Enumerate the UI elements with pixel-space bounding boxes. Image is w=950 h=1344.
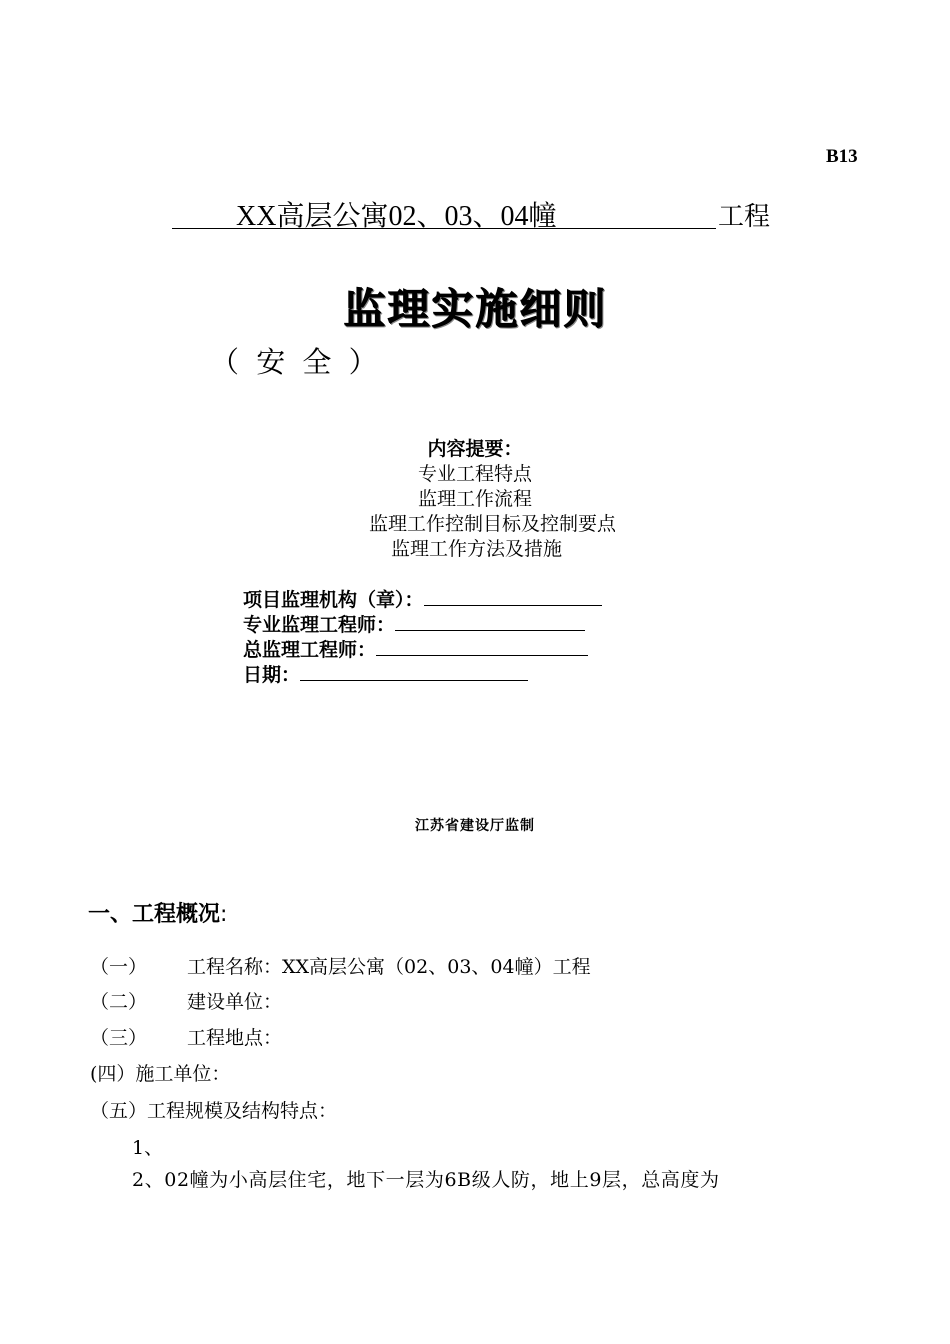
section-heading-text: 一、工程概况 (88, 902, 221, 927)
summary-item: 专业工程特点 (417, 463, 532, 485)
signature-line-organization (243, 585, 602, 612)
overview-item-contractor (90, 1059, 230, 1086)
project-suffix: 工程 (718, 202, 771, 232)
signature-line-date (243, 660, 528, 687)
issuer: 江苏省建设厅监制 (415, 818, 535, 834)
overview-item-location (90, 1023, 282, 1050)
project-title (172, 194, 782, 234)
signature-label: 总监理工程师： (243, 639, 377, 661)
summary-heading: 内容提要： (427, 438, 523, 460)
item-text: 工程规模及结构特点： (147, 1100, 338, 1122)
signature-label: 日期： (243, 664, 301, 686)
summary-item: 监理工作方法及措施 (391, 538, 563, 560)
item-number: （二） (90, 991, 148, 1013)
document-code: B13 (826, 146, 858, 167)
signature-label: 项目监理机构（章）： (243, 589, 424, 611)
section-heading-colon: : (220, 902, 228, 927)
main-title: 监理实施细则 (342, 284, 607, 333)
summary-item: 监理工作控制目标及控制要点 (369, 513, 617, 535)
overview-item-name (90, 952, 591, 979)
signature-blank (395, 612, 585, 631)
item-number: (四） (90, 1063, 136, 1085)
item-text: 施工单位： (135, 1063, 231, 1085)
item-text: 工程名称：XX高层公寓（02、03、04幢）工程 (187, 956, 591, 978)
section-heading (88, 897, 227, 928)
scale-point: 2、02幢为小高层住宅，地下一层为6B级人防，地上9层，总高度为 (132, 1169, 720, 1191)
project-name: XX高层公寓02、03、04幢 (236, 201, 557, 232)
scale-point: 1、 (132, 1137, 164, 1159)
signature-line-chief (243, 635, 588, 662)
overview-item-scale (90, 1096, 337, 1123)
signature-blank (424, 587, 602, 606)
signature-label: 专业监理工程师： (243, 614, 396, 636)
item-number: （三） (90, 1027, 148, 1049)
signature-blank (300, 662, 528, 681)
item-number: （五） (90, 1100, 148, 1122)
item-text: 工程地点： (187, 1027, 283, 1049)
overview-item-owner (90, 987, 282, 1014)
signature-blank (376, 637, 588, 656)
sub-title: （ 安 全 ） (210, 345, 382, 379)
item-text: 建设单位： (187, 991, 283, 1013)
summary-item: 监理工作流程 (417, 488, 532, 510)
item-number: （一） (90, 956, 148, 978)
signature-line-specialist (243, 610, 585, 637)
